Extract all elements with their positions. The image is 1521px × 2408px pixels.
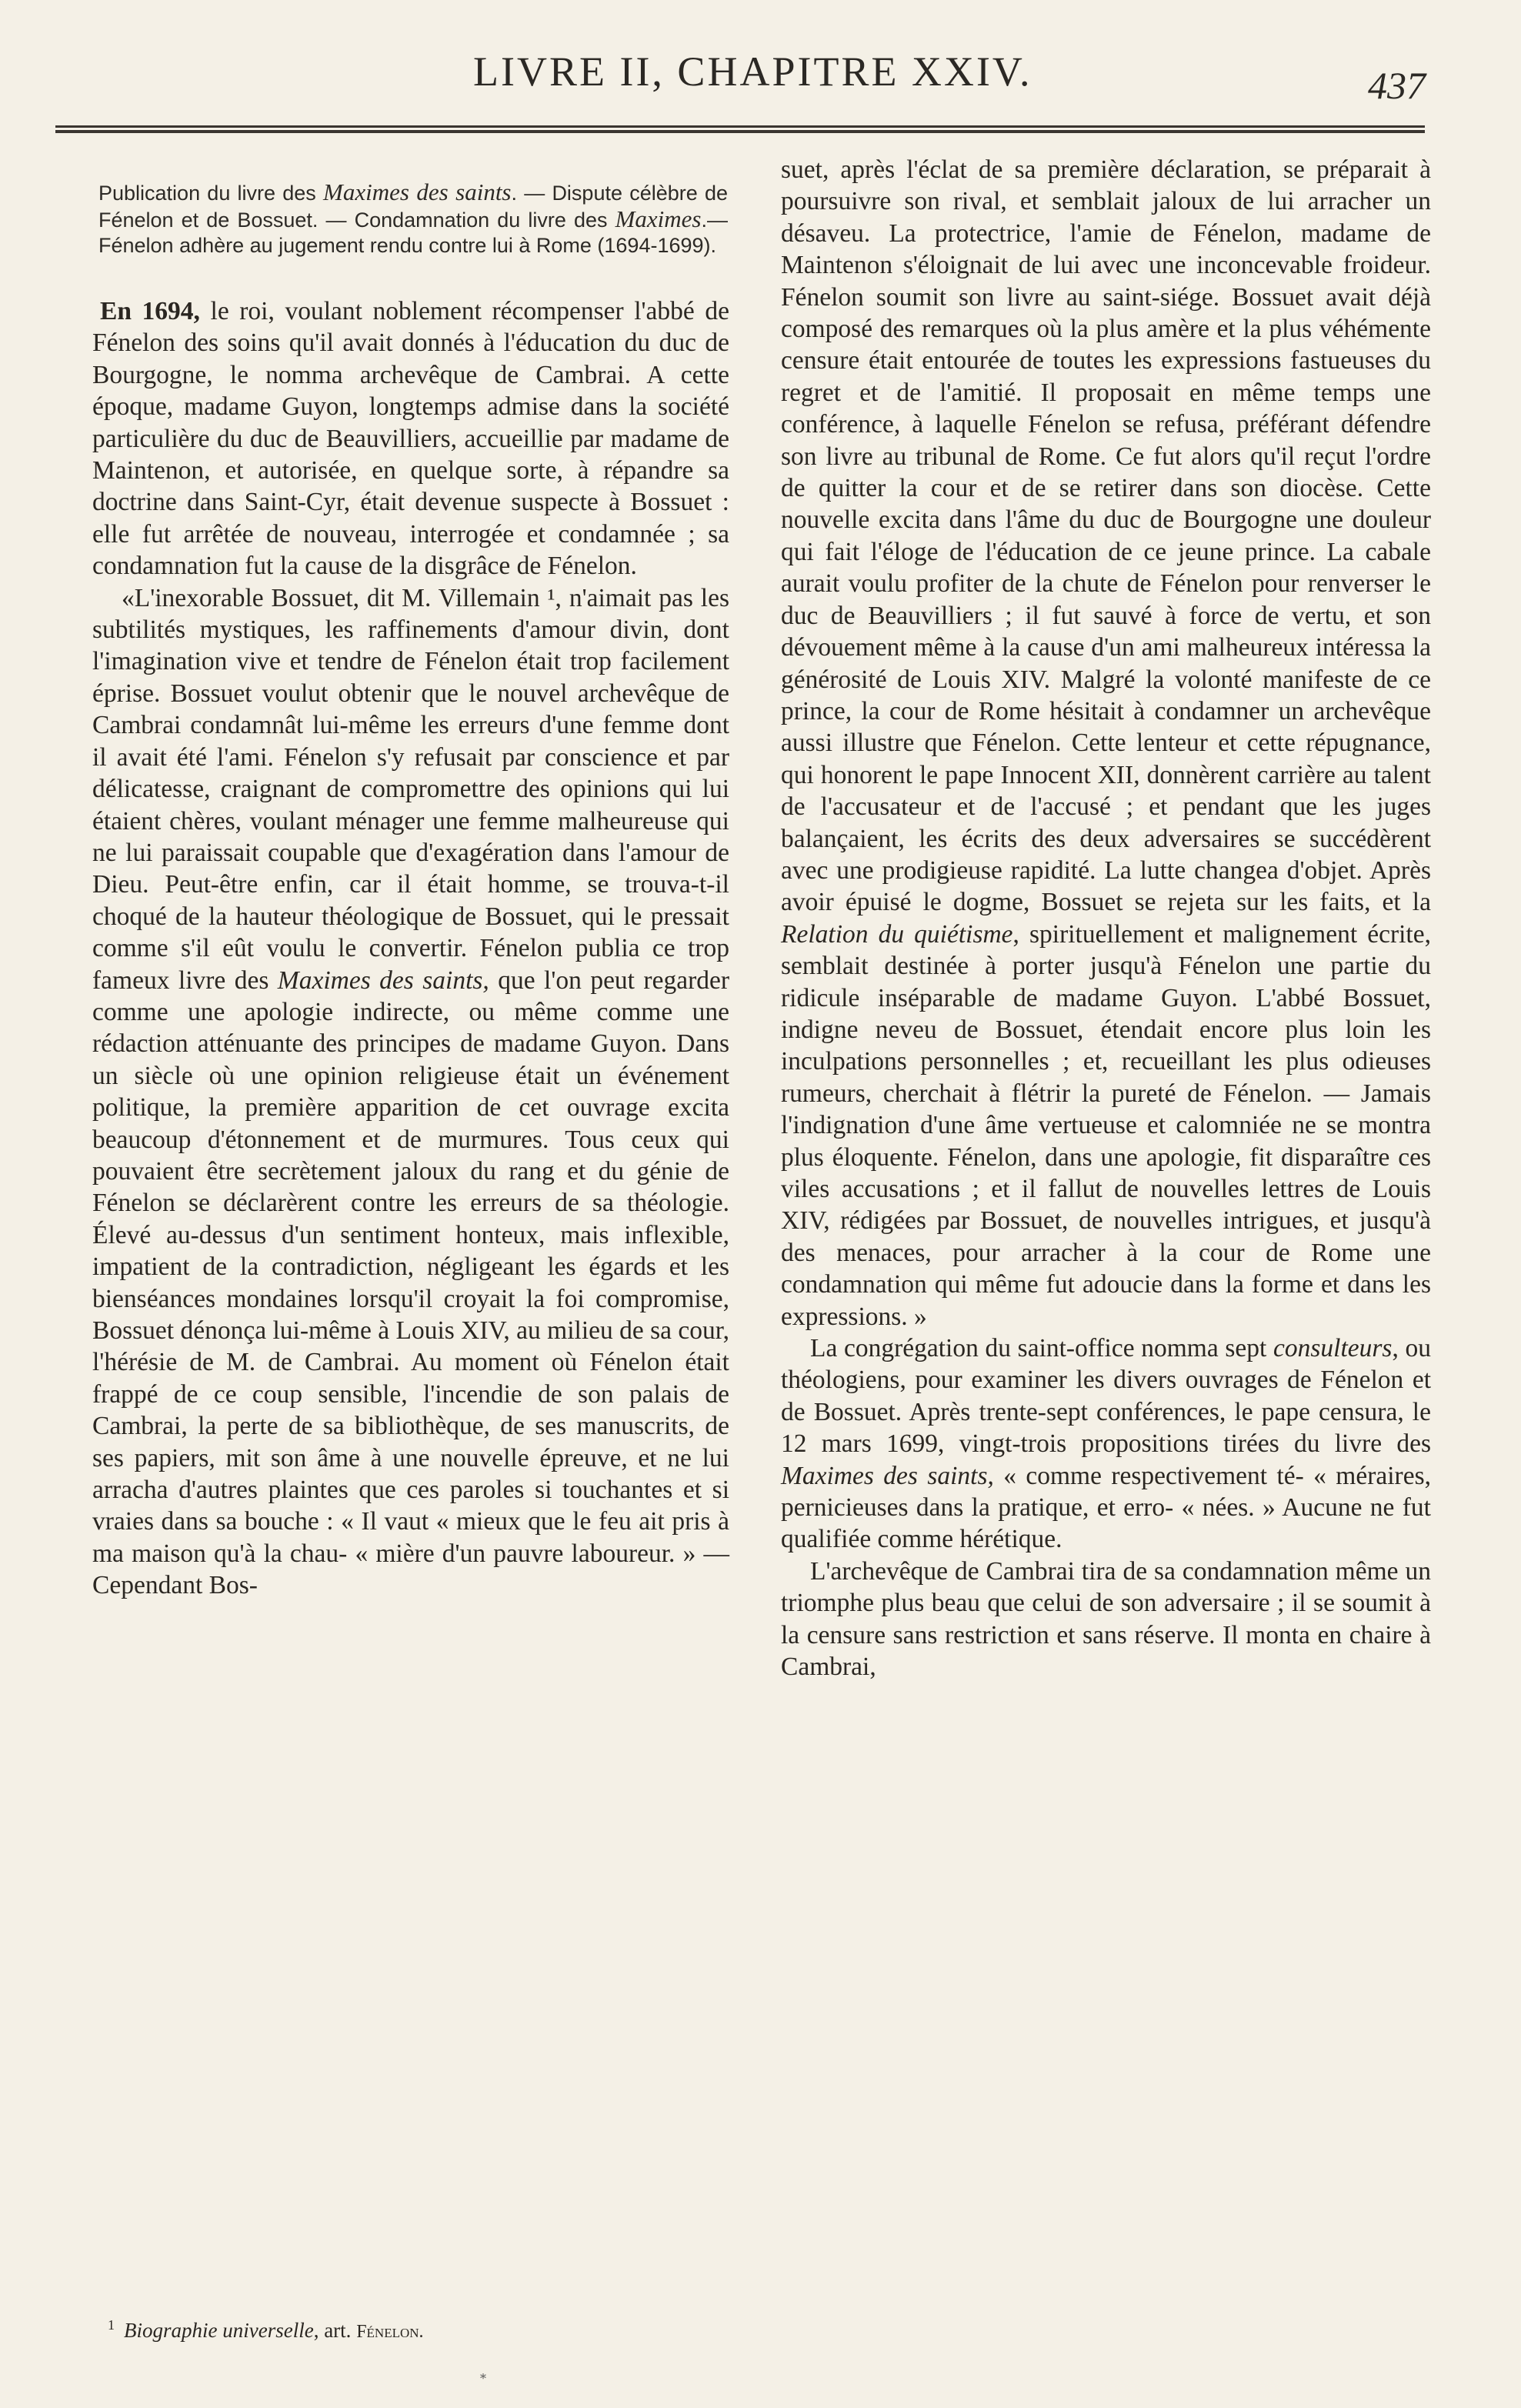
page-number: 437: [1368, 64, 1426, 107]
paragraph-text: suet, après l'éclat de sa première déclaration, se préparait à poursuivre son rival, et semblait jaloux de lui arracher un désaveu. La protectrice, l'amie de Fénelon, madame de Maintenon s'éloignait de lui avec une inconcevable froideur. Fénelon soumit son livre au saint-siége. Bossuet avait déjà composé des remarques où la plus amère et la plus véhémente censure était entourée de toutes les expressions fastueuses du regret et de l'amitié. Il proposait en même temps une conférence, à laquelle Fénelon se refusa, préférant défendre son livre au tribunal de Rome. Ce fut alors qu'il reçut l'ordre de quitter la cour et de se retirer dans son diocèse. Cette nouvelle excita dans l'âme du duc de Bourgogne une douleur qui fait l'éloge de l'éducation de ce jeune prince. La cabale aurait voulu profiter de la chute de Fénelon pour renverser le duc de Beauvilliers ; il fut sauvé à force de vertu, et son dévouement même à la cause d'un ami malheureux intéressa la générosité de Louis XIV. Malgré la volonté manifeste de ce prince, la cour de Rome hésitait à condamner un archevêque aussi illustre que Fénelon. Cette lenteur et cette répugnance, qui honorent le pape Innocent XII, donnèrent carrière au talent de l'accusateur et de l'accusé ; et pendant que les juges balançaient, les écrits des deux adversaires se succédèrent avec une prodigieuse rapidité. La lutte changea d'objet. Après avoir épuisé le dogme, Bossuet se rejeta sur les faits, et la: [781, 155, 1431, 917]
paragraph-text: , spirituellement et malignement écrite, semblait destinée à porter jusqu'à Fénelon une partie du ridicule inséparable de madame Guyon. L'abbé Bossuet, indigne neveu de Bossuet, étendait encore plus loin les inculpations personnelles ; et, recueillant les plus odieuses rumeurs, cherchait à flétrir la pureté de Fénelon. — Jamais l'indignation d'une âme vertueuse et calomniée ne se montra plus éloquente. Fénelon, dans une apologie, fit disparaître ces viles accusations ; et il fallut de nouvelles lettres de Louis XIV, rédigées par Bossuet, de nouvelles intrigues, et jusqu'à des menaces, pour arracher à la cour de Rome une condamnation qui même fut adoucie dans la forme et dans les expressions. »: [781, 919, 1431, 1331]
paragraph: [781, 154, 1431, 1332]
summary-part3: .— Fénelon adhère au jugement rendu contre lui à Rome (1694-1699).: [98, 208, 728, 257]
chapter-summary: [98, 179, 728, 258]
paragraph: [92, 295, 729, 582]
summary-title-italic2: Maximes: [615, 205, 702, 232]
paragraph: [92, 582, 729, 1602]
paragraph-text: « comme respectivement té- « méraires, pernicieuses dans la pratique, et erro- « nées. » Aucune ne fut qualifiée comme hérétique.: [781, 1461, 1431, 1554]
paragraph-text: L'archevêque de Cambrai tira de sa condamnation même un triomphe plus beau que celui de son adversaire ; il se soumit à la censure sans restriction et sans réserve. Il monta en chaire à Cambrai,: [781, 1556, 1431, 1682]
summary-part1: Publication du livre des: [98, 182, 323, 205]
paragraph-text: «L'inexorable Bossuet, dit M. Villemain ¹, n'aimait pas les subtilités mystiques, les raffinements d'amour divin, dont l'imagination vive et tendre de Fénelon était trop facilement éprise. Bossuet voulut obtenir que le nouvel archevêque de Cambrai condamnât lui-même les erreurs d'une femme dont il avait été l'ami. Fénelon s'y refusait par conscience et par délicatesse, craignant de compromettre des opinions qui lui étaient chères, voulant ménager une femme malheureuse qui ne lui paraissait coupable que d'exagération dans l'amour de Dieu. Peut-être enfin, car il était homme, se trouva-t-il choqué de la hauteur théologique de Bossuet, qui le pressait comme s'il eût voulu le convertir. Fénelon publia ce trop fameux livre des: [92, 583, 729, 995]
page-header: [0, 48, 1521, 107]
summary-title-italic: Maximes des saints: [323, 178, 512, 205]
book-title-italic: Maximes des saints,: [781, 1461, 994, 1490]
paragraph-lead: En 1694,: [100, 297, 200, 325]
header-rule: [55, 125, 1425, 135]
book-title-italic: Maximes des saints,: [277, 966, 489, 995]
paragraph-text: le roi, voulant noblement récompenser l'abbé de Fénelon des soins qu'il avait donnés à l'éducation du duc de Bourgogne, le nomma archevêque de Cambrai. A cette époque, madame Guyon, longtemps admise dans la société particulière du duc de Beauvilliers, accueillie par madame de Maintenon, et autorisée, en quelque sorte, à répandre sa doctrine dans Saint-Cyr, était devenue suspecte à Bossuet : elle fut arrêtée de nouveau, interrogée et condamnée ; sa condamnation fut la cause de la disgrâce de Fénelon.: [92, 297, 729, 581]
summary-part2: . — Dispute célèbre de Fénelon et de Bossuet. — Condamnation du livre des: [98, 182, 728, 232]
running-head: LIVRE II, CHAPITRE XXIV.: [473, 48, 1032, 95]
footnote-italic: Biographie universelle: [124, 2319, 314, 2342]
paragraph-text: La congrégation du saint-office nomma sept: [810, 1334, 1273, 1363]
footnote-smallcaps: Fénelon.: [356, 2322, 424, 2342]
paragraph-text: que l'on peut regarder comme une apologie indirecte, ou même comme une rédaction atténuante des principes de madame Guyon. Dans un siècle où une opinion religieuse était un événement politique, la première apparition de cet ouvrage excita beaucoup d'étonnement et de murmures. Tous ceux qui pouvaient être secrètement jaloux du rang et du génie de Fénelon se déclarèrent contre les erreurs de sa théologie. Élevé au-dessus d'un sentiment honteux, mais inflexible, impatient de la contradiction, négligeant les égards et les bienséances mondaines lorsqu'il croyait la foi compromise, Bossuet dénonça lui-même à Louis XIV, au milieu de sa cour, l'hérésie de M. de Cambrai. Au moment où Fénelon était frappé de ce coup sensible, l'incendie de son palais de Cambrai, la perte de sa bibliothèque, de ses manuscrits, de ses papiers, mit son âme à une nouvelle épreuve, et ne lui arracha d'autres plaintes que ces paroles si touchantes et si vraies dans sa bouche : « Il vaut « mieux que le feu ait pris à ma maison qu'à la chau- « mière d'un pauvre laboureur. » — Cependant Bos-: [92, 966, 729, 1600]
paragraph: [781, 1556, 1431, 1683]
signature-mark: *: [480, 2371, 486, 2386]
footnote-text: , art.: [313, 2319, 357, 2342]
paragraph-text: , ou théologiens, pour examiner les divers ouvrages de Fénelon et de Bossuet. Après trente-sept conférences, le pape censura, le 12 mars 1699, vingt-trois propositions tirées du livre des: [781, 1334, 1431, 1459]
term-italic: consulteurs: [1273, 1334, 1393, 1363]
footnote: [108, 2317, 723, 2343]
left-column: [92, 154, 729, 1602]
book-title-italic: Relation du quiétisme: [781, 919, 1013, 949]
paragraph: [781, 1332, 1431, 1556]
right-column: [781, 154, 1431, 1683]
footnote-number: 1: [108, 2317, 115, 2333]
